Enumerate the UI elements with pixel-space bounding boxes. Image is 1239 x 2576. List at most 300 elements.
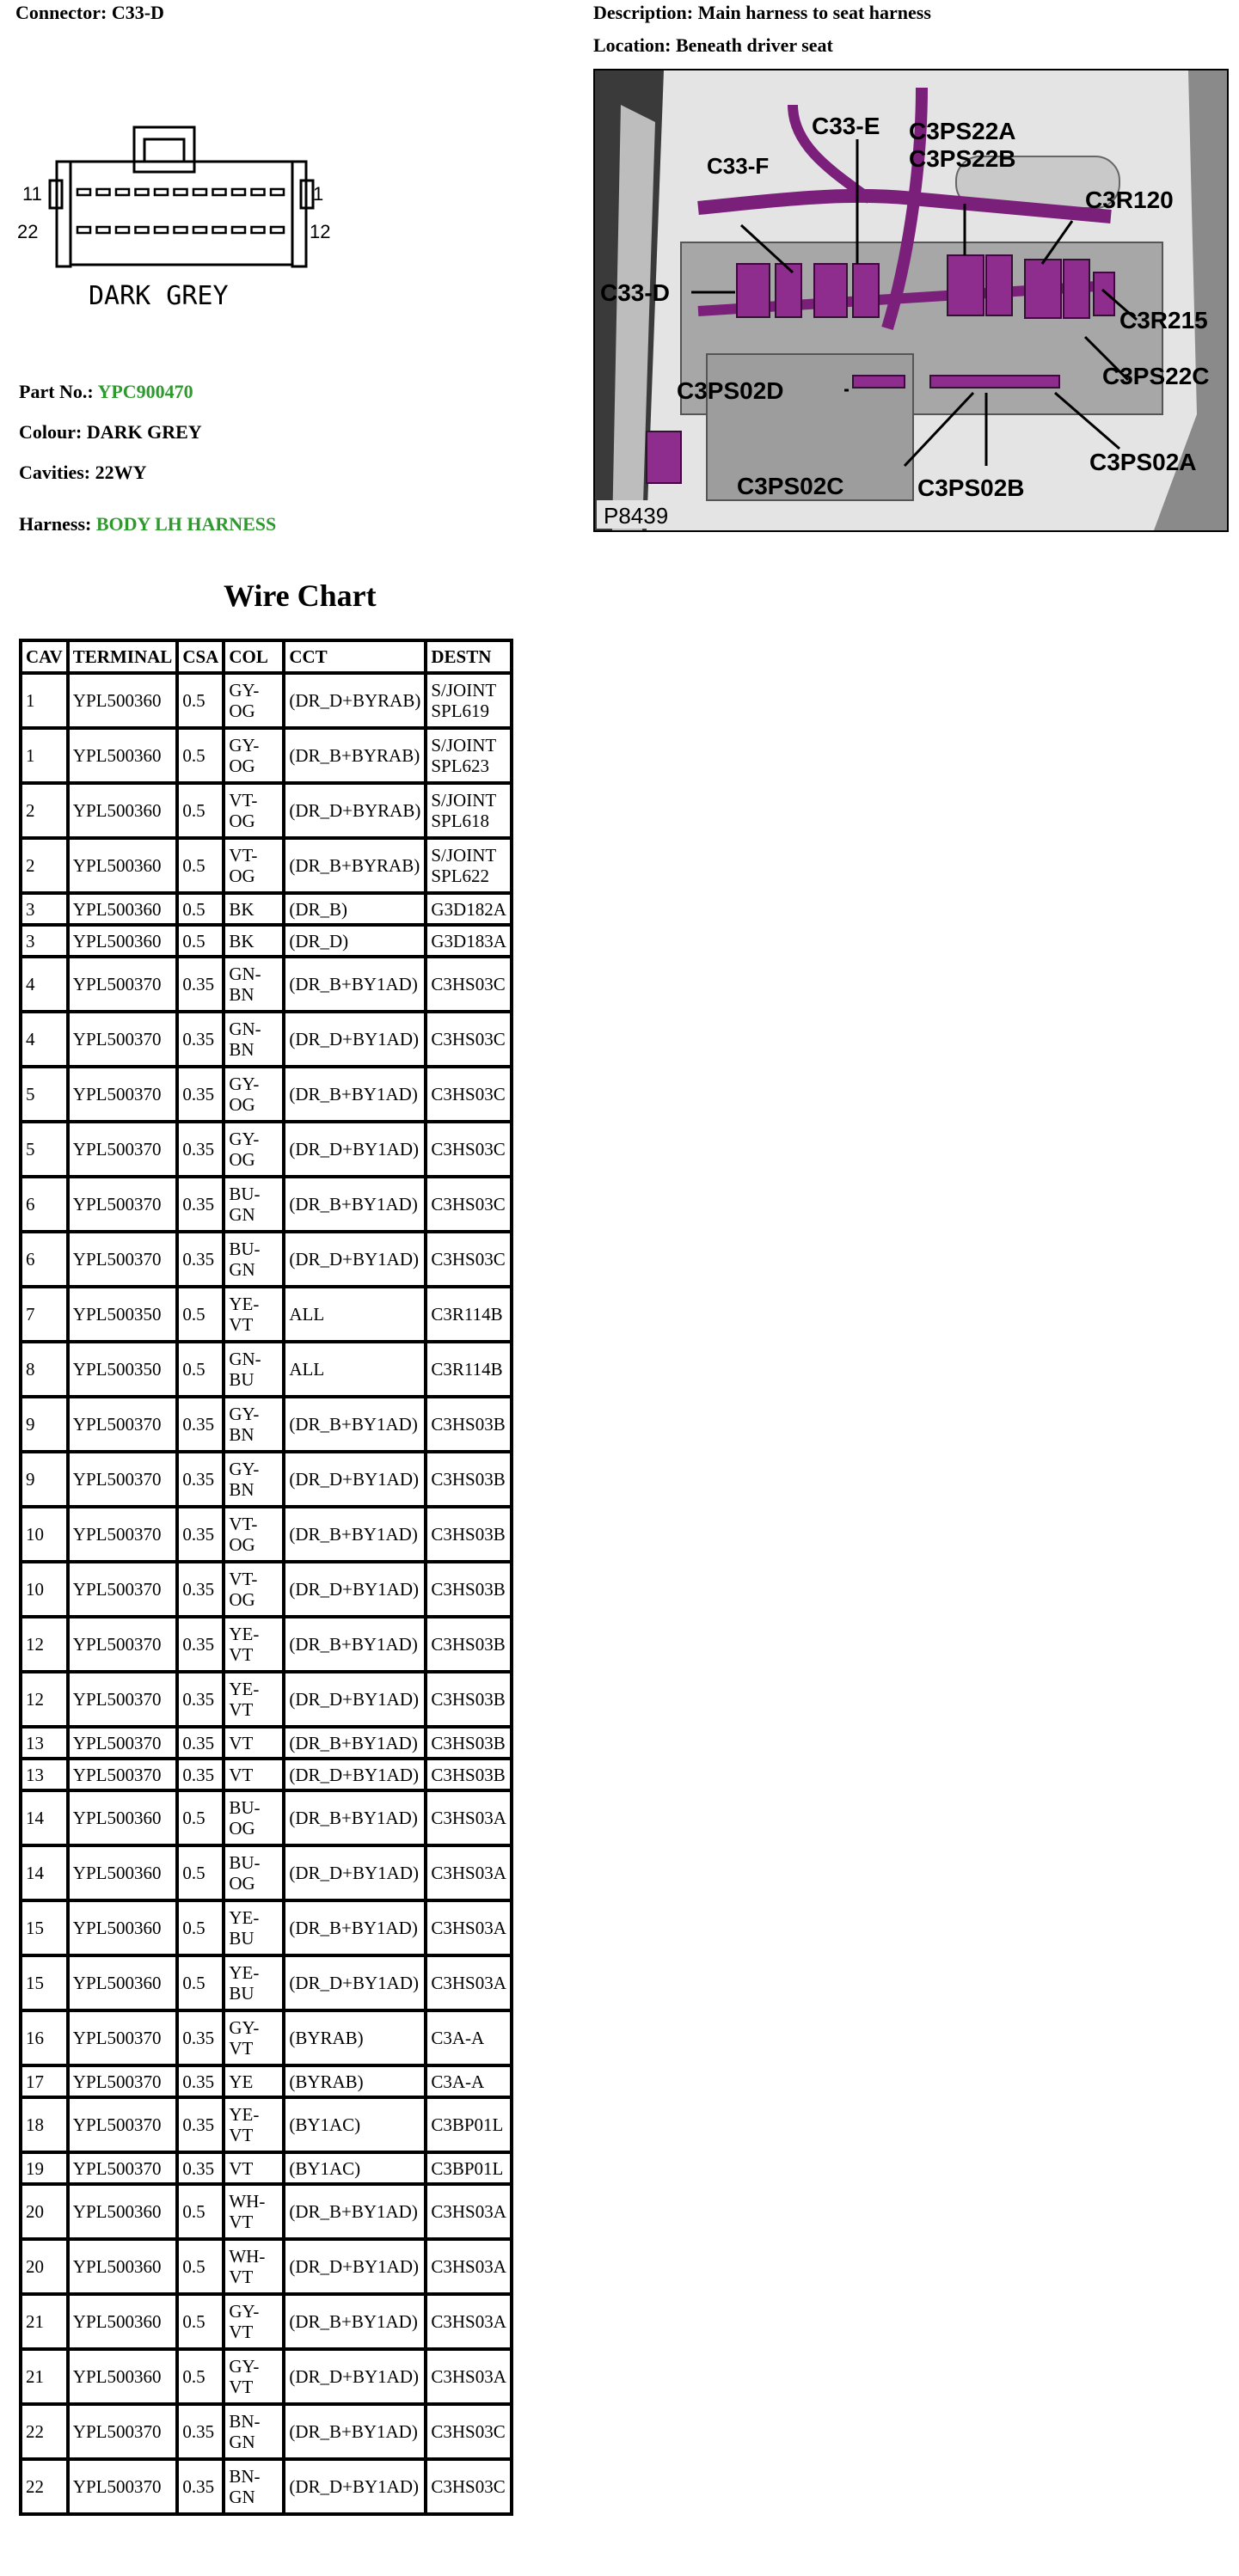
cell-cct: (DR_D+BY1AD) [284,2239,426,2294]
cell-csa: 0.35 [177,1759,224,1790]
part-no-label: Part No.: [19,381,94,402]
cell-col: YE- VT [224,2097,284,2152]
table-row [21,1232,512,1287]
cell-cct: (DR_D+BY1AD) [284,1955,426,2010]
cell-csa: 0.35 [177,2010,224,2065]
pin-cavity [271,189,284,195]
table-row [21,673,512,728]
table-row [21,2184,512,2239]
cell-cct: (DR_B+BY1AD) [284,2184,426,2239]
cell-col: YE- VT [224,1287,284,1342]
cell-terminal: YPL500360 [68,1900,178,1955]
cell-csa: 0.5 [177,2239,224,2294]
cell-csa: 0.35 [177,1067,224,1122]
cell-csa: 0.35 [177,1672,224,1727]
cell-cav: 5 [21,1122,68,1177]
pin-cavity [97,227,110,233]
cell-cav: 22 [21,2459,68,2514]
cell-terminal: YPL500370 [68,1759,178,1790]
pin-cavity [271,227,284,233]
photo-label-c3r215: C3R215 [1119,307,1208,333]
pin-row-top [77,189,284,195]
cell-cct: (DR_D+BY1AD) [284,1672,426,1727]
table-row [21,1955,512,2010]
cell-csa: 0.35 [177,2152,224,2184]
cell-col: YE- BU [224,1900,284,1955]
colour-line [19,421,202,444]
table-row [21,1617,512,1672]
cell-cav: 20 [21,2184,68,2239]
cell-cct: ALL [284,1342,426,1397]
pin-cavity [232,189,245,195]
cell-terminal: YPL500370 [68,1507,178,1562]
part-no-line [19,381,193,403]
table-row [21,1790,512,1845]
cell-terminal: YPL500370 [68,1617,178,1672]
table-row [21,1012,512,1067]
cell-csa: 0.5 [177,673,224,728]
cell-cav: 2 [21,783,68,838]
cell-destn: C3HS03B [426,1759,512,1790]
cell-csa: 0.5 [177,728,224,783]
photo-label-c3ps02b: C3PS02B [917,474,1025,501]
location-photo [593,69,1229,532]
cell-csa: 0.5 [177,893,224,925]
cell-cct: (DR_B+BYRAB) [284,728,426,783]
cell-terminal: YPL500370 [68,2404,178,2459]
photo-label-c3ps22b: C3PS22B [909,145,1016,172]
cell-cav: 20 [21,2239,68,2294]
cell-cav: 10 [21,1507,68,1562]
cell-csa: 0.5 [177,2349,224,2404]
cell-destn: C3HS03B [426,1452,512,1507]
cell-cct: (DR_B+BY1AD) [284,1507,426,1562]
cell-cav: 4 [21,957,68,1012]
pin-cavity [252,227,265,233]
cell-cav: 13 [21,1727,68,1759]
pin-cavity [155,189,168,195]
cell-cct: (DR_B+BY1AD) [284,957,426,1012]
cell-csa: 0.5 [177,1845,224,1900]
cell-cav: 3 [21,893,68,925]
cell-terminal: YPL500350 [68,1287,178,1342]
cell-cav: 19 [21,2152,68,2184]
cell-terminal: YPL500370 [68,1067,178,1122]
cavities-label: Cavities: [19,462,91,483]
cell-destn: C3HS03C [426,957,512,1012]
cell-col: BU- OG [224,1845,284,1900]
pin-cavity [193,189,206,195]
pin-cavity [77,227,90,233]
table-row [21,1342,512,1397]
cell-csa: 0.35 [177,1122,224,1177]
table-row [21,1900,512,1955]
cell-cav: 2 [21,838,68,893]
cell-col: GY- OG [224,1122,284,1177]
cell-csa: 0.5 [177,1287,224,1342]
cell-cct: (DR_D+BY1AD) [284,1122,426,1177]
cell-col: VT [224,1727,284,1759]
cell-csa: 0.35 [177,1507,224,1562]
cell-col: GY- OG [224,1067,284,1122]
cell-terminal: YPL500360 [68,673,178,728]
cell-destn: C3HS03B [426,1562,512,1617]
cell-cct: (DR_D+BY1AD) [284,2349,426,2404]
cell-cct: (DR_B+BYRAB) [284,838,426,893]
cell-destn: G3D182A [426,893,512,925]
cell-cct: (DR_D+BY1AD) [284,1232,426,1287]
cell-terminal: YPL500370 [68,1452,178,1507]
cell-cct: (DR_D+BY1AD) [284,1845,426,1900]
table-row [21,2010,512,2065]
cell-cct: (BY1AC) [284,2152,426,2184]
cell-col: BU- GN [224,1177,284,1232]
pin-label-22: 22 [17,221,39,242]
header-csa: CSA [177,640,224,673]
photo-label-c3ps22c: C3PS22C [1102,363,1210,389]
cell-col: WH- VT [224,2239,284,2294]
table-row [21,957,512,1012]
cell-cav: 15 [21,1955,68,2010]
cell-terminal: YPL500360 [68,2239,178,2294]
cell-csa: 0.5 [177,1955,224,2010]
pin-cavity [213,227,226,233]
photo-label-c33-d: C33-D [600,279,670,306]
cell-col: WH- VT [224,2184,284,2239]
table-row [21,1067,512,1122]
pin-cavity [232,227,245,233]
cell-col: BN- GN [224,2404,284,2459]
cell-cav: 6 [21,1177,68,1232]
cell-csa: 0.35 [177,1232,224,1287]
cell-col: GY- BN [224,1397,284,1452]
cell-terminal: YPL500360 [68,783,178,838]
table-row [21,2097,512,2152]
cell-terminal: YPL500370 [68,2459,178,2514]
table-row [21,2459,512,2514]
cell-csa: 0.5 [177,783,224,838]
cell-terminal: YPL500370 [68,2065,178,2097]
cell-destn: S/JOINT SPL623 [426,728,512,783]
cell-col: VT [224,2152,284,2184]
cell-cav: 5 [21,1067,68,1122]
cell-terminal: YPL500360 [68,2294,178,2349]
cell-destn: C3HS03C [426,1067,512,1122]
cavities-line [19,462,146,484]
cell-cct: (DR_B+BY1AD) [284,1397,426,1452]
cell-cct: (BY1AC) [284,2097,426,2152]
cell-col: VT- OG [224,838,284,893]
cell-cct: (DR_D+BYRAB) [284,673,426,728]
cell-col: VT- OG [224,1507,284,1562]
connector-heading [15,2,164,24]
cell-cct: (DR_D) [284,925,426,957]
table-row [21,893,512,925]
cell-csa: 0.35 [177,1177,224,1232]
cell-terminal: YPL500360 [68,925,178,957]
cell-csa: 0.35 [177,2065,224,2097]
cavities-value: 22WY [95,462,147,483]
wire-chart-title: Wire Chart [224,578,377,613]
table-row [21,1452,512,1507]
cell-col: VT- OG [224,1562,284,1617]
table-row [21,1507,512,1562]
header-cct: CCT [284,640,426,673]
cell-destn: C3A-A [426,2010,512,2065]
cell-cct: (BYRAB) [284,2065,426,2097]
description-value: Main harness to seat harness [697,2,931,23]
cell-col: GN- BU [224,1342,284,1397]
cell-col: YE- VT [224,1617,284,1672]
cell-destn: S/JOINT SPL618 [426,783,512,838]
cell-col: YE [224,2065,284,2097]
pin-cavity [155,227,168,233]
cell-cav: 1 [21,728,68,783]
cell-terminal: YPL500370 [68,1012,178,1067]
cell-csa: 0.35 [177,1012,224,1067]
cell-csa: 0.5 [177,2184,224,2239]
cell-destn: C3HS03A [426,2349,512,2404]
cell-cct: (DR_D+BY1AD) [284,1759,426,1790]
cell-col: YE- BU [224,1955,284,2010]
cell-cav: 1 [21,673,68,728]
cell-cct: (DR_D+BY1AD) [284,1562,426,1617]
description-label: Description: [593,2,694,23]
cell-destn: C3HS03B [426,1507,512,1562]
table-row [21,1727,512,1759]
cell-terminal: YPL500370 [68,2097,178,2152]
cell-destn: C3HS03C [426,1012,512,1067]
cell-terminal: YPL500370 [68,1177,178,1232]
cell-destn: C3HS03A [426,1790,512,1845]
cell-cav: 16 [21,2010,68,2065]
cell-col: VT [224,1759,284,1790]
cell-destn: C3HS03B [426,1397,512,1452]
cell-csa: 0.35 [177,2097,224,2152]
cell-terminal: YPL500370 [68,957,178,1012]
cell-cav: 21 [21,2349,68,2404]
table-row [21,2239,512,2294]
cell-destn: C3HS03B [426,1617,512,1672]
pin-cavity [193,227,206,233]
cell-cav: 10 [21,1562,68,1617]
cell-cav: 9 [21,1452,68,1507]
pin-cavity [116,189,129,195]
cell-destn: C3HS03A [426,1955,512,2010]
cell-terminal: YPL500370 [68,1122,178,1177]
pin-label-1: 1 [313,183,324,205]
cell-terminal: YPL500360 [68,838,178,893]
location-value: Beneath driver seat [675,34,833,56]
harness-line [19,513,276,535]
cell-csa: 0.5 [177,838,224,893]
connector-caption: DARK GREY [89,281,229,311]
cell-cav: 17 [21,2065,68,2097]
cell-terminal: YPL500370 [68,1397,178,1452]
cell-destn: C3HS03C [426,2459,512,2514]
cell-cct: (DR_B+BY1AD) [284,2404,426,2459]
cell-cav: 15 [21,1900,68,1955]
cell-cav: 12 [21,1672,68,1727]
photo-label-c3ps02d: C3PS02D [677,377,784,404]
cell-col: GY- BN [224,1452,284,1507]
header-terminal: TERMINAL [68,640,178,673]
table-row [21,1397,512,1452]
cell-csa: 0.35 [177,1562,224,1617]
cell-csa: 0.35 [177,2459,224,2514]
cell-terminal: YPL500360 [68,2349,178,2404]
cell-terminal: YPL500370 [68,2010,178,2065]
cell-cav: 7 [21,1287,68,1342]
table-row [21,783,512,838]
colour-label: Colour: [19,421,83,443]
cell-destn: C3HS03C [426,2404,512,2459]
cell-destn: C3HS03A [426,2294,512,2349]
cell-destn: C3HS03B [426,1727,512,1759]
cell-destn: S/JOINT SPL622 [426,838,512,893]
cell-terminal: YPL500370 [68,1672,178,1727]
cell-destn: C3R114B [426,1342,512,1397]
location-illustration [595,70,1227,530]
harness-label: Harness: [19,513,92,535]
table-row [21,1177,512,1232]
cell-col: BU- OG [224,1790,284,1845]
table-row [21,2349,512,2404]
cell-cct: (BYRAB) [284,2010,426,2065]
cell-destn: G3D183A [426,925,512,957]
cell-cav: 4 [21,1012,68,1067]
cell-destn: C3HS03B [426,1672,512,1727]
photo-label-c33-f: C33-F [707,153,770,179]
cell-cct: (DR_D+BYRAB) [284,783,426,838]
pin-cavity [175,227,187,233]
cell-destn: C3HS03A [426,2184,512,2239]
part-no-link[interactable]: YPC900470 [97,381,193,402]
cell-csa: 0.5 [177,1900,224,1955]
cell-terminal: YPL500360 [68,893,178,925]
photo-label-c3ps02a: C3PS02A [1089,449,1197,475]
cell-cav: 8 [21,1342,68,1397]
table-row [21,728,512,783]
wire-chart-table [19,639,513,2516]
cell-col: BK [224,925,284,957]
cell-destn: C3HS03A [426,2239,512,2294]
connector-face-diagram [15,120,334,331]
table-row [21,2152,512,2184]
cell-destn: S/JOINT SPL619 [426,673,512,728]
table-row [21,1562,512,1617]
cell-terminal: YPL500360 [68,728,178,783]
cell-destn: C3A-A [426,2065,512,2097]
harness-link[interactable]: BODY LH HARNESS [95,513,277,535]
pin-cavity [136,227,149,233]
cell-cct: (DR_D+BY1AD) [284,2459,426,2514]
cell-cav: 9 [21,1397,68,1452]
header-cav: CAV [21,640,68,673]
cell-col: BK [224,893,284,925]
cell-cav: 18 [21,2097,68,2152]
pin-cavity [97,189,110,195]
cell-csa: 0.35 [177,1452,224,1507]
cell-col: BU- GN [224,1232,284,1287]
cell-col: GN- BN [224,1012,284,1067]
location-line [593,34,833,57]
cell-terminal: YPL500370 [68,1562,178,1617]
pin-cavity [116,227,129,233]
connector-value: C33-D [111,2,164,23]
cell-terminal: YPL500370 [68,1232,178,1287]
cell-csa: 0.35 [177,1617,224,1672]
cell-col: YE- VT [224,1672,284,1727]
cell-cav: 14 [21,1845,68,1900]
cell-terminal: YPL500360 [68,1790,178,1845]
cell-cct: (DR_B+BY1AD) [284,1727,426,1759]
cell-cct: (DR_B+BY1AD) [284,2294,426,2349]
cell-col: BN- GN [224,2459,284,2514]
photo-label-c33-e: C33-E [812,113,880,139]
cell-destn: C3BP01L [426,2152,512,2184]
table-row [21,1845,512,1900]
table-row [21,2404,512,2459]
cell-terminal: YPL500350 [68,1342,178,1397]
cell-terminal: YPL500360 [68,1955,178,2010]
table-header-row [21,640,512,673]
photo-label-c3r120: C3R120 [1085,187,1174,213]
pin-cavity [136,189,149,195]
cell-col: GY- OG [224,728,284,783]
table-row [21,1759,512,1790]
connector-label: Connector: [15,2,107,23]
pin-label-11: 11 [22,183,42,205]
header-destn: DESTN [426,640,512,673]
cell-col: GY- VT [224,2294,284,2349]
cell-terminal: YPL500370 [68,1727,178,1759]
table-row [21,2294,512,2349]
cell-csa: 0.35 [177,1397,224,1452]
cell-cct: (DR_B+BY1AD) [284,1617,426,1672]
pin-row-bottom [77,227,284,233]
cell-destn: C3BP01L [426,2097,512,2152]
cell-csa: 0.5 [177,2294,224,2349]
table-row [21,838,512,893]
location-label: Location: [593,34,672,56]
cell-cav: 14 [21,1790,68,1845]
cell-destn: C3HS03A [426,1845,512,1900]
cell-terminal: YPL500360 [68,2184,178,2239]
cell-csa: 0.5 [177,925,224,957]
cell-terminal: YPL500360 [68,1845,178,1900]
cell-cav: 13 [21,1759,68,1790]
cell-csa: 0.35 [177,1727,224,1759]
pin-cavity [252,189,265,195]
pin-cavity [213,189,226,195]
table-row [21,2065,512,2097]
connector-outline [15,120,334,327]
cell-cct: (DR_B+BY1AD) [284,1900,426,1955]
cell-cct: (DR_B+BY1AD) [284,1790,426,1845]
cell-destn: C3R114B [426,1287,512,1342]
cell-col: GN- BN [224,957,284,1012]
cell-cav: 12 [21,1617,68,1672]
cell-cct: (DR_B) [284,893,426,925]
cell-cct: ALL [284,1287,426,1342]
table-row [21,1672,512,1727]
cell-csa: 0.5 [177,1342,224,1397]
cell-cct: (DR_B+BY1AD) [284,1067,426,1122]
photo-label-c3ps22a: C3PS22A [909,118,1016,144]
cell-col: VT- OG [224,783,284,838]
cell-destn: C3HS03C [426,1232,512,1287]
